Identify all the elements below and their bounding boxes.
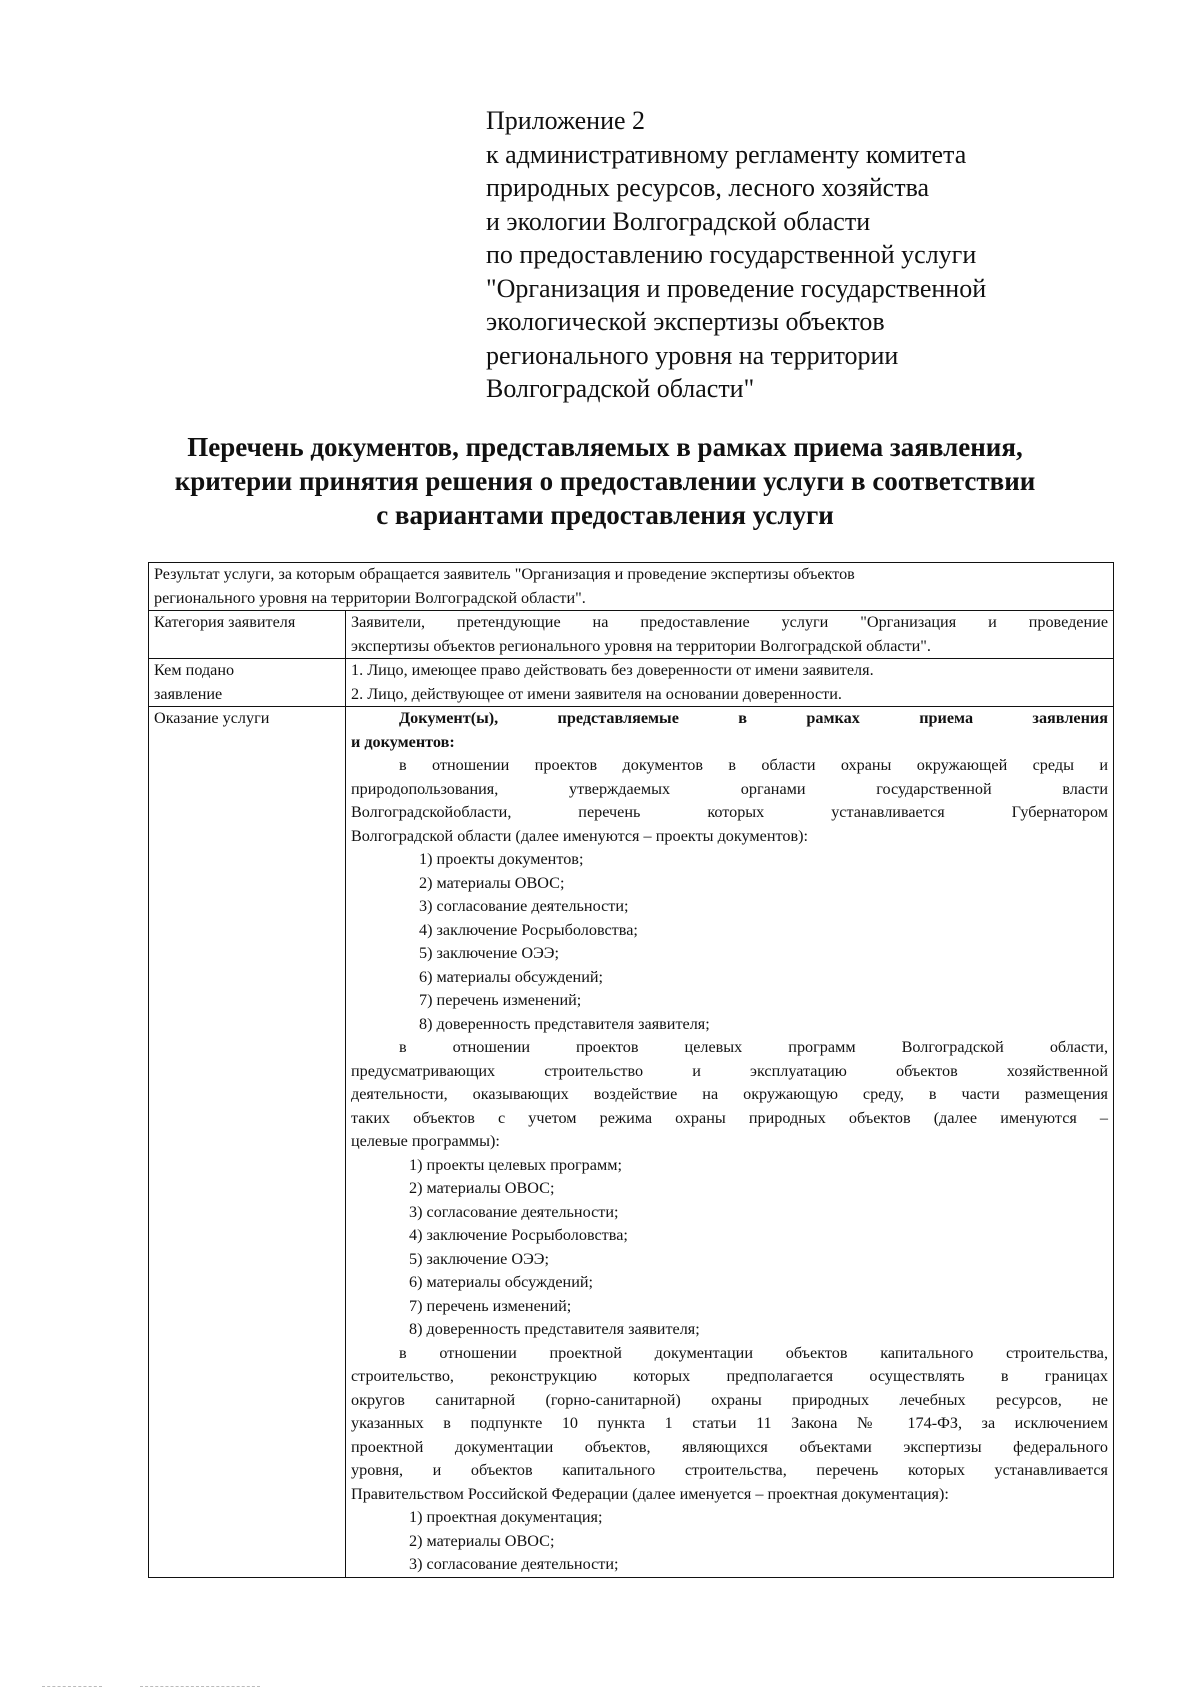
paragraph-line: в отношении проектов документов в области охраны окружающей среды и: [399, 756, 1108, 774]
category-line: экспертизы объектов регионального уровня на территории Волгоградской области".: [351, 636, 931, 655]
list-item: 5) заключение ОЭЭ;: [409, 1249, 549, 1268]
result-line: Результат услуги, за которым обращается заявитель "Организация и проведение экспертизы объектов: [154, 565, 855, 583]
appendix-line: "Организация и проведение государственной: [486, 273, 987, 303]
paragraph-line: строительство, реконструкцию которых предполагается осуществлять в границах: [351, 1367, 1108, 1385]
list-item: 1) проекты целевых программ;: [409, 1155, 622, 1174]
paragraph-line: таких объектов с учетом режима охраны природных объектов (далее именуются –: [351, 1108, 1108, 1127]
documents-table: [148, 562, 1114, 1578]
list-item: 3) согласование деятельности;: [409, 1202, 619, 1221]
submitted-line: 2. Лицо, действующее от имени заявителя на основании доверенности.: [351, 684, 842, 703]
paragraph-line: указанных в подпункте 10 пункта 1 статьи 11 Закона № 174-ФЗ, за исключением: [351, 1414, 1108, 1432]
list-item: 8) доверенность представителя заявителя;: [419, 1014, 710, 1033]
appendix-line: регионального уровня на территории: [486, 340, 899, 370]
table-row-service: [149, 707, 1114, 1578]
category-line: Заявители, претендующие на предоставление услуги "Организация и проведение: [351, 613, 1108, 631]
category-label: Категория заявителя: [149, 611, 346, 659]
appendix-line: и экологии Волгоградской области: [486, 206, 871, 236]
table-row-submitted: [149, 659, 1114, 707]
title-line: Перечень документов, представляемых в рамках приема заявления,: [187, 432, 1023, 462]
list-item: 3) согласование деятельности;: [419, 897, 629, 915]
list-item: 8) доверенность представителя заявителя;: [409, 1320, 700, 1338]
paragraph-line: Волгоградской области (далее именуются – проекты документов):: [351, 826, 808, 845]
list-item: 7) перечень изменений;: [419, 991, 582, 1009]
paragraph-line: Правительством Российской Федерации (далее именуется – проектная документация):: [351, 1484, 949, 1503]
paragraph-line: природопользования, утверждаемых органами государственной власти: [351, 779, 1108, 798]
appendix-header: [486, 104, 1126, 406]
scan-artifact-line: [42, 1686, 102, 1687]
service-value: [346, 707, 1114, 1578]
service-heading: Документ(ы), представляемые в рамках приема заявления: [399, 709, 1108, 727]
appendix-line: природных ресурсов, лесного хозяйства: [486, 173, 930, 202]
document-title: [110, 430, 1100, 532]
category-value: [346, 611, 1114, 659]
appendix-line: по предоставлению государственной услуги: [486, 240, 977, 269]
paragraph-line: деятельности, оказывающих воздействие на окружающую среду, в части размещения: [351, 1085, 1108, 1103]
service-label: Оказание услуги: [149, 707, 346, 1578]
paragraph-line: уровня, и объектов капитального строительства, перечень которых устанавливается: [351, 1461, 1108, 1479]
service-heading: и документов:: [351, 732, 455, 751]
paragraph-line: округов санитарной (горно-санитарной) охраны природных лечебных ресурсов, не: [351, 1390, 1108, 1409]
list-item: 4) заключение Росрыболовства;: [419, 920, 638, 939]
paragraph-line: Волгоградскойобласти, перечень которых устанавливается Губернатором: [351, 803, 1108, 821]
list-item: 5) заключение ОЭЭ;: [419, 944, 559, 962]
paragraph-line: целевые программы):: [351, 1132, 500, 1150]
list-item: 6) материалы обсуждений;: [419, 967, 604, 986]
list-item: 2) материалы ОВОС;: [409, 1531, 555, 1550]
paragraph-line: предусматривающих строительство и эксплуатацию объектов хозяйственной: [351, 1061, 1108, 1080]
appendix-line: к административному регламенту комитета: [486, 139, 967, 169]
table-row-category: [149, 611, 1114, 659]
paragraph-line: в отношении проектов целевых программ Волгоградской области,: [399, 1038, 1108, 1056]
result-cell: [149, 563, 1114, 611]
submitted-label-line: Кем подано: [154, 661, 235, 679]
list-item: 4) заключение Росрыболовства;: [409, 1226, 628, 1244]
submitted-value: [346, 659, 1114, 707]
paragraph-line: в отношении проектной документации объектов капитального строительства,: [399, 1343, 1108, 1362]
appendix-line: Волгоградской области": [486, 374, 755, 403]
appendix-line: Приложение 2: [486, 106, 646, 135]
list-item: 3) согласование деятельности;: [409, 1555, 619, 1573]
list-item: 2) материалы ОВОС;: [409, 1179, 555, 1197]
submitted-label: [149, 659, 346, 707]
list-item: 7) перечень изменений;: [409, 1296, 572, 1315]
title-line: с вариантами предоставления услуги: [376, 500, 834, 530]
submitted-line: 1. Лицо, имеющее право действовать без доверенности от имени заявителя.: [351, 661, 874, 679]
submitted-label-line: заявление: [154, 684, 223, 703]
title-line: критерии принятия решения о предоставлении услуги в соответствии: [174, 466, 1036, 496]
appendix-line: экологической экспертизы объектов: [486, 307, 885, 336]
list-item: 1) проектная документация;: [409, 1508, 603, 1526]
result-line: регионального уровня на территории Волгоградской области".: [154, 588, 586, 607]
list-item: 6) материалы обсуждений;: [409, 1273, 594, 1291]
table-row-result: [149, 563, 1114, 611]
list-item: 2) материалы ОВОС;: [419, 873, 565, 892]
paragraph-line: проектной документации объектов, являющихся объектами экспертизы федерального: [351, 1437, 1108, 1456]
scan-artifact-line: [140, 1686, 260, 1687]
list-item: 1) проекты документов;: [419, 850, 584, 868]
